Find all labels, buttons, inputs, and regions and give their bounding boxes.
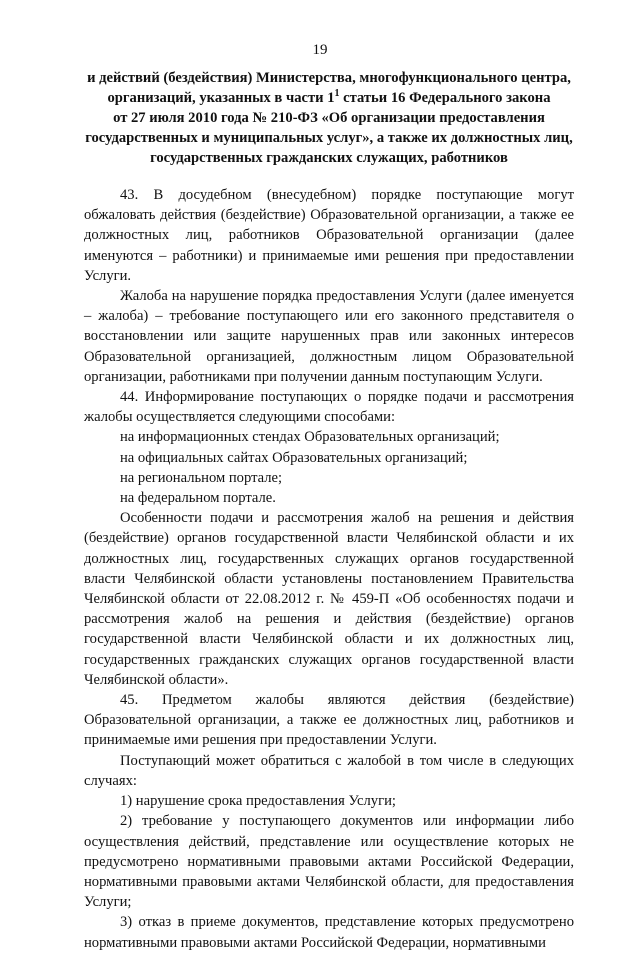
- paragraph-features: Особенности подачи и рассмотрения жалоб на решения и действия (бездействие) органов государственной власти Челябинской области и их должностных лиц, государственных служащих органов государственной власти Челябинской области установлены постановлением Правительства Челябинской области от 22.08.2012 г. № 459-П «Об особенностях подачи и рассмотрения жалоб на решения и действия (бездействие) органов государственной власти Челябинской области и их должностных лиц, государственных гражданских служащих органов государственной власти Челябинской области».: [84, 510, 574, 688]
- paragraph-44: 44. Информирование поступающих о порядке подачи и рассмотрения жалобы осуществляется следующими способами:: [84, 389, 574, 426]
- list-item-2: 2) требование у поступающего документов или информации либо осуществления действий, представление или осуществление которых не предусмотрено нормативными правовыми актами Российской Федерации, нормативными правовыми актами Челябинской области, для предоставления Услуги;: [84, 813, 574, 911]
- paragraph-cases: Поступающий может обратиться с жалобой в том числе в следующих случаях:: [84, 752, 574, 789]
- heading-line: государственных гражданских служащих, работников: [150, 150, 508, 166]
- heading-line: государственных и муниципальных услуг», а также их должностных лиц,: [85, 130, 573, 146]
- list-item: на региональном портале;: [120, 469, 283, 486]
- paragraph-45: 45. Предметом жалобы являются действия (бездействие) Образовательной организации, а также ее должностных лиц, работников и принимаемые ими решения при предоставлении Услуги.: [84, 692, 574, 749]
- list-item: на федеральном портале.: [120, 490, 276, 507]
- paragraph-43: 43. В досудебном (внесудебном) порядке поступающие могут обжаловать действия (бездействие) Образовательной организации, а также ее должностных лиц, работников Образовательной организации (далее именуются – работники) и принимаемые ими решения при предоставлении Услуги.: [84, 187, 574, 284]
- document-body: [84, 68, 574, 953]
- page-number: 19: [312, 42, 328, 58]
- superscript: 1: [334, 88, 340, 100]
- paragraph-complaint-definition: Жалоба на нарушение порядка предоставления Услуги (далее именуется – жалоба) – требование поступающего или его законного представителя о восстановлении или защите нарушенных прав или законных интересов Образовательной организацией, должностным лицом Образовательной организации, работниками при получении данным поступающим Услуги.: [84, 288, 574, 385]
- heading-line: и действий (бездействия) Министерства, многофункционального центра,: [87, 70, 571, 86]
- list-item-1: 1) нарушение срока предоставления Услуги;: [120, 793, 396, 810]
- section-heading: [84, 68, 574, 168]
- list-item: на информационных стендах Образовательных организаций;: [120, 429, 500, 446]
- heading-line: от 27 июля 2010 года № 210-ФЗ «Об организации предоставления: [113, 110, 545, 126]
- heading-line: организаций, указанных в части $1^1$ статьи 16 Федерального закона: [107, 88, 551, 106]
- list-item-3: 3) отказ в приеме документов, представление которых предусмотрено нормативными правовыми актами Российской Федерации, нормативными: [84, 914, 574, 951]
- list-item: на официальных сайтах Образовательных организаций;: [120, 449, 468, 466]
